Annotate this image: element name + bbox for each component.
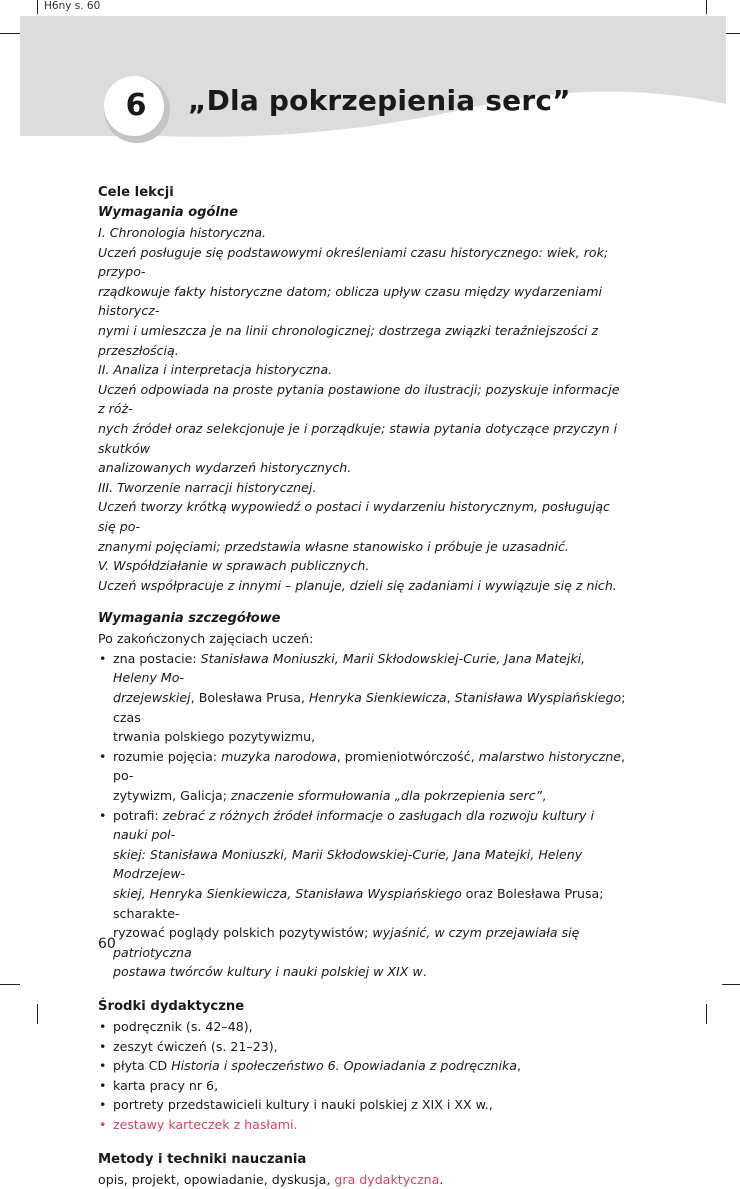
text-run: zeszyt ćwiczeń (s. 21–23), — [113, 1038, 278, 1054]
requirement-group-title: II. Analiza i interpretacja historyczna. — [98, 362, 333, 378]
requirement-line: nymi i umieszcza je na linii chronologicznej; dostrzega związki teraźniejszości z przeszłością. — [98, 322, 599, 358]
crop-mark — [706, 1004, 707, 1024]
list-item-line — [113, 688, 626, 727]
header-tag: H6ny s. 60 — [44, 0, 101, 12]
list-item — [98, 1076, 626, 1096]
list-item-line — [113, 962, 626, 982]
requirement-line: Uczeń posługuje się podstawowymi określeniami czasu historycznego: wiek, rok; przypo- — [98, 244, 609, 280]
text-run: , — [446, 690, 455, 706]
text-run: . — [439, 1171, 444, 1187]
list-item-line — [113, 786, 626, 806]
text-run: Historia i społeczeństwo 6. Opowiadania z podręcznika — [171, 1058, 517, 1074]
srodki-list — [98, 1017, 626, 1135]
requirement-group-title: V. Współdziałanie w sprawach publicznych. — [98, 558, 370, 574]
list-item-line — [113, 845, 626, 884]
text-run: Stanisława Moniuszki, Marii Skłodowskiej-Curie, Jana Matejki, Heleny Mo- — [113, 650, 586, 686]
list-item — [98, 1056, 626, 1076]
lesson-title: „Dla pokrzepienia serc” — [188, 84, 571, 117]
text-run: potrafi: — [113, 807, 163, 823]
list-item — [98, 1095, 626, 1115]
szczegolowe-intro: Po zakończonych zajęciach uczeń: — [98, 631, 314, 647]
text-run: płyta CD — [113, 1058, 172, 1074]
text-run: trwania polskiego pozytywizmu, — [113, 729, 316, 745]
text-run: Henryka Sienkiewicza — [308, 690, 447, 706]
requirement-line: analizowanych wydarzeń historycznych. — [98, 460, 352, 476]
text-run: , Bolesława Prusa, — [190, 690, 309, 706]
list-item — [98, 806, 626, 982]
text-run: drzejewskiej — [113, 690, 191, 706]
requirement-group-title: III. Tworzenie narracji historycznej. — [98, 479, 317, 495]
text-run: , po- — [113, 748, 626, 784]
szczegolowe-list — [98, 649, 626, 982]
text-run: zestawy karteczek z hasłami. — [113, 1116, 298, 1132]
text-run: Stanisława Wyspiańskiego — [454, 690, 622, 706]
text-run: postawa twórców kultury i nauki polskiej w XIX w — [113, 964, 423, 980]
list-item-line — [113, 727, 626, 747]
text-run: , — [542, 788, 547, 804]
ogolne-heading: Wymagania ogólne — [98, 205, 238, 220]
requirement-line: Uczeń odpowiada na proste pytania postawione do ilustracji; pozyskuje informacje z róż- — [98, 381, 620, 417]
requirement-group-title: I. Chronologia historyczna. — [98, 225, 267, 240]
text-run: , promieniotwórczość, — [336, 748, 479, 764]
text-run: oraz Bolesława Prusa; scharakte- — [113, 886, 604, 921]
text-run: opis, projekt, opowiadanie, dyskusja, — [98, 1171, 335, 1187]
requirement-line: nych źródeł oraz selekcjonuje je i porządkuje; stawia pytania dotyczące przyczyn i skutków — [98, 420, 618, 456]
list-item — [98, 1115, 626, 1135]
text-run: malarstwo historyczne — [478, 748, 622, 764]
text-run: podręcznik (s. 42–48), — [113, 1018, 253, 1034]
list-item-line — [113, 747, 626, 786]
requirement-line: Uczeń tworzy krótką wypowiedź o postaci i wydarzeniu historycznym, posługując się po- — [98, 499, 610, 534]
text-run: portrety przedstawicieli kultury i nauki polskiej z XIX i XX w., — [113, 1097, 493, 1113]
crop-mark — [722, 984, 740, 985]
metody-text — [98, 1170, 626, 1189]
text-run: . — [422, 964, 427, 980]
text-run: znaczenie sformułowania „dla pokrzepienia serc” — [231, 788, 543, 804]
lesson-number: 6 — [125, 88, 147, 123]
requirement-line: Uczeń współpracuje z innymi – planuje, dzieli się zadaniami i wywiązuje się z nich. — [98, 577, 617, 593]
crop-mark — [0, 984, 20, 985]
lesson-content — [98, 182, 626, 1189]
list-item — [98, 1037, 626, 1057]
text-run: gra dydaktyczna — [334, 1171, 440, 1187]
text-run: muzyka narodowa — [221, 748, 337, 764]
text-run: rozumie pojęcia: — [113, 748, 222, 764]
list-item — [98, 1017, 626, 1037]
metody-heading: Metody i techniki nauczania — [98, 1151, 307, 1167]
szczegolowe-heading: Wymagania szczegółowe — [98, 611, 281, 627]
requirement-line: znanymi pojęciami; przedstawia własne stanowisko i próbuje je uzasadnić. — [98, 538, 569, 554]
list-item — [98, 649, 626, 747]
list-item-line — [113, 649, 626, 688]
text-run: karta pracy nr 6, — [113, 1077, 219, 1093]
page-number: 60 — [98, 936, 116, 952]
srodki-heading: Środki dydaktyczne — [98, 998, 245, 1014]
text-run: skiej, Henryka Sienkiewicza, Stanisława Wyspiańskiego — [113, 886, 462, 901]
requirement-groups — [98, 223, 626, 595]
requirement-line: rządkowuje fakty historyczne datom; oblicza upływ czasu między wydarzeniami historycz- — [98, 283, 602, 319]
text-run: ; czas — [113, 690, 626, 725]
crop-mark — [37, 1004, 38, 1024]
list-item — [98, 747, 626, 806]
text-run: ryzować poglądy polskich pozytywistów; — [113, 925, 373, 941]
list-item-line — [113, 884, 626, 923]
text-run: zebrać z różnych źródeł informacje o zasługach dla rozwoju kultury i nauki pol- — [113, 807, 594, 843]
cele-heading: Cele lekcji — [98, 185, 174, 200]
text-run: zytywizm, Galicja; — [113, 788, 231, 804]
list-item-line — [113, 806, 626, 845]
text-run: , — [516, 1058, 521, 1074]
text-run: wyjaśnić, w czym przejawiała się patriotyczna — [113, 925, 580, 960]
list-item-line — [113, 923, 626, 962]
text-run: zna postacie: — [113, 650, 201, 666]
text-run: skiej: Stanisława Moniuszki, Marii Skłodowskiej-Curie, Jana Matejki, Heleny Modrzejew- — [113, 846, 583, 882]
